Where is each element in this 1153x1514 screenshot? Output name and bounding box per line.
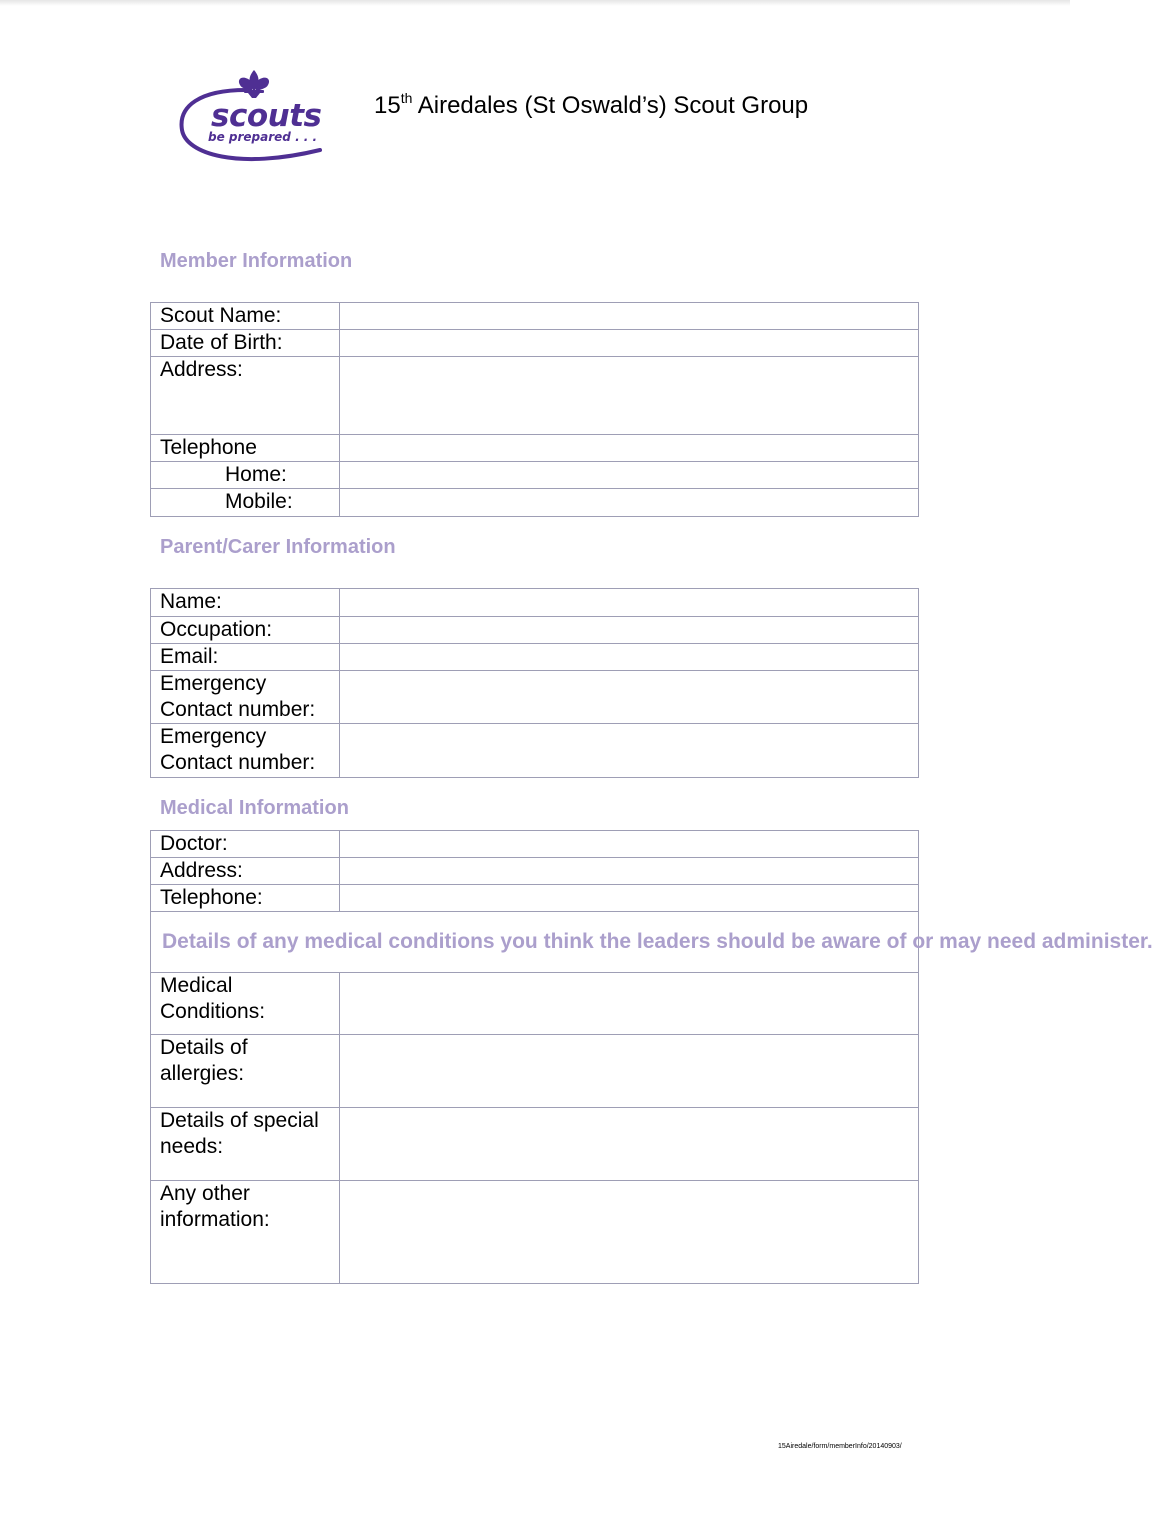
page-top-shadow	[0, 0, 1070, 6]
medical-conditions-label	[151, 973, 340, 1035]
doctor-telephone-label: Telephone:	[151, 885, 340, 912]
doctor-field[interactable]	[340, 831, 919, 858]
logo-wordmark: scouts	[211, 98, 322, 134]
allergies-field[interactable]	[340, 1035, 919, 1108]
section-heading-parent: Parent/Carer Information	[160, 536, 396, 558]
parent-name-label: Name:	[151, 589, 340, 617]
medical-instructions-note: Details of any medical conditions you think the leaders should be aware of or may need administer.	[151, 912, 919, 973]
home-phone-field[interactable]	[340, 462, 919, 489]
label-line: Emergency	[160, 672, 267, 695]
table-row	[151, 1035, 919, 1108]
table-row	[151, 858, 919, 885]
dob-label: Date of Birth:	[151, 330, 340, 357]
table-row	[151, 724, 919, 778]
label-line: Medical	[160, 974, 233, 997]
table-row	[151, 912, 919, 973]
emergency-contact-1-label	[151, 671, 340, 724]
scout-name-label: Scout Name:	[151, 303, 340, 330]
special-needs-label	[151, 1108, 340, 1181]
table-row	[151, 671, 919, 724]
label-line: Any other	[160, 1182, 250, 1205]
label-line: Contact number:	[160, 698, 316, 721]
address-field[interactable]	[340, 357, 919, 435]
mobile-phone-label: Mobile:	[151, 489, 340, 517]
mobile-phone-field[interactable]	[340, 489, 919, 517]
label-line: needs:	[160, 1135, 224, 1158]
emergency-contact-2-label	[151, 724, 340, 778]
doctor-address-field[interactable]	[340, 858, 919, 885]
medical-conditions-field[interactable]	[340, 973, 919, 1035]
table-row	[151, 462, 919, 489]
label-line: Details of special	[160, 1109, 319, 1132]
email-field[interactable]	[340, 644, 919, 671]
ordinal-suffix: th	[400, 90, 413, 106]
medical-info-table	[150, 830, 1153, 1284]
telephone-label: Telephone	[151, 435, 340, 462]
other-information-label	[151, 1181, 340, 1284]
emergency-contact-1-field[interactable]	[340, 671, 919, 724]
section-heading-member: Member Information	[160, 250, 353, 272]
table-row	[151, 885, 919, 912]
group-name: Airedales (St Oswald’s) Scout Group	[412, 92, 809, 119]
telephone-field[interactable]	[340, 435, 919, 462]
table-row	[151, 644, 919, 671]
label-line: Contact number:	[160, 751, 316, 774]
table-row	[151, 617, 919, 644]
group-number: 15	[374, 92, 401, 119]
other-information-field[interactable]	[340, 1181, 919, 1284]
dob-field[interactable]	[340, 330, 919, 357]
doctor-address-label: Address:	[151, 858, 340, 885]
scouts-logo	[178, 68, 338, 168]
table-row	[151, 330, 919, 357]
table-row	[151, 357, 919, 435]
table-row	[151, 1108, 919, 1181]
table-row	[151, 973, 919, 1035]
table-row	[151, 1181, 919, 1284]
occupation-field[interactable]	[340, 617, 919, 644]
parent-name-field[interactable]	[340, 589, 919, 617]
table-row	[151, 303, 919, 330]
table-row	[151, 589, 919, 617]
table-row	[151, 831, 919, 858]
label-line: Emergency	[160, 725, 267, 748]
section-heading-medical: Medical Information	[160, 797, 349, 819]
page-title	[374, 92, 808, 120]
scout-name-field[interactable]	[340, 303, 919, 330]
logo-tagline: be prepared . . .	[208, 130, 318, 144]
document-reference: 15Airedale/form/memberInfo/20140903/	[778, 1443, 902, 1450]
table-row	[151, 489, 919, 517]
label-line: allergies:	[160, 1062, 245, 1085]
parent-info-table	[150, 588, 919, 778]
label-line: Conditions:	[160, 1000, 266, 1023]
emergency-contact-2-field[interactable]	[340, 724, 919, 778]
table-row	[151, 435, 919, 462]
special-needs-field[interactable]	[340, 1108, 919, 1181]
doctor-label: Doctor:	[151, 831, 340, 858]
label-line: Details of	[160, 1036, 248, 1059]
home-phone-label: Home:	[151, 462, 340, 489]
occupation-label: Occupation:	[151, 617, 340, 644]
member-info-table	[150, 302, 919, 517]
doctor-telephone-field[interactable]	[340, 885, 919, 912]
label-line: information:	[160, 1208, 270, 1231]
allergies-label	[151, 1035, 340, 1108]
address-label: Address:	[151, 357, 340, 435]
email-label: Email:	[151, 644, 340, 671]
